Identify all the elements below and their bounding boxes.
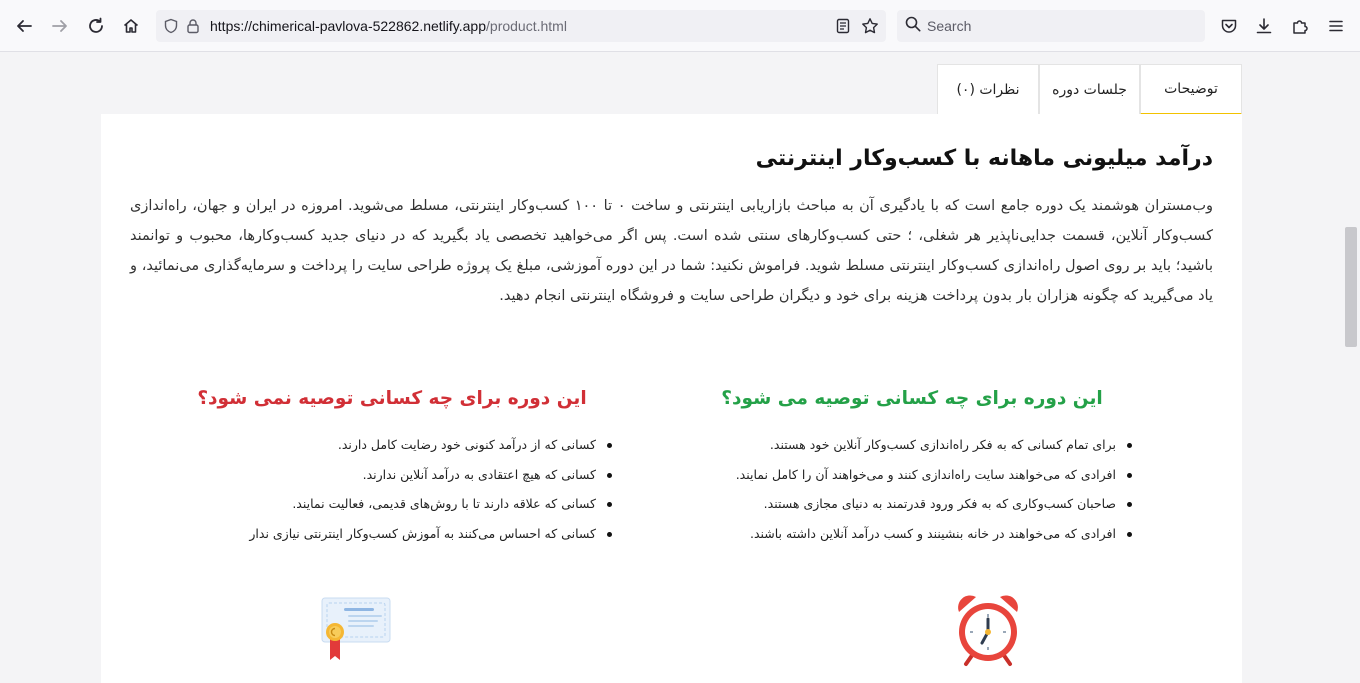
lock-icon[interactable] [182,15,204,37]
list-item: کسانی که علاقه دارند تا با روش‌های قدیمی، فعالیت نمایند. [172,495,596,525]
menu-icon[interactable] [1321,11,1351,41]
list-item: افرادی که می‌خواهند سایت راه‌اندازی کنند و می‌خواهند آن را کامل نمایند. [692,466,1116,496]
bookmark-star-icon[interactable] [859,15,881,37]
tab-comments[interactable]: نظرات (۰) [937,64,1039,115]
certificate-icon [320,596,392,662]
search-bar[interactable] [897,10,1205,42]
product-tabs [917,64,1242,115]
list-item: کسانی که احساس می‌کنند به آموزش کسب‌وکار اینترنتی نیازی ندار [172,525,596,555]
page-scrollbar[interactable] [1342,52,1360,683]
shield-icon[interactable] [160,15,182,37]
url-path: /product.html [486,18,567,34]
course-description: وب‌مستران هوشمند یک دوره جامع است که با یادگیری آن به مباحث بازاریابی اینترنتی و ساخت ۰ تا ۱۰۰ کسب‌وکار اینترنتی، مسلط می‌شوید. امروزه در ایران و جهان، راه‌اندازی کسب‌وکار آنلاین، قسمت جدایی‌ناپذیر هر شغلی، ؛ حتی کسب‌وکارهای سنتی شده است. پس اگر می‌خواهید تخصصی یاد بگیرید که در دنیای جدید کسب‌وکارها، محبوب و توانمند باشید؛ باید بر روی اصول راه‌اندازی کسب‌وکار اینترنتی مسلط شوید. فراموش نکنید: شما در این دوره آموزشی، مبلغ یک پروژه طراحی سایت را پرداخت و سرمایه‌گذاری می‌نمائید، و یاد می‌گیرید که چگونه هزاران بار بدون پرداخت هزینه برای خود و دیگران طراحی سایت و فروشگاه اینترنتی انجام دهید. [130,198,1214,304]
url-domain: https://chimerical-pavlova-522862.netlify.app [210,18,487,34]
home-icon[interactable] [116,11,146,41]
reload-icon[interactable] [81,11,111,41]
extensions-icon[interactable] [1285,11,1315,41]
list-item: برای تمام کسانی که به فکر راه‌اندازی کسب‌وکار آنلاین خود هستند. [692,436,1116,466]
download-icon[interactable] [1249,11,1279,41]
search-input[interactable] [927,18,1187,34]
url-text[interactable] [210,18,567,34]
list-item: افرادی که می‌خواهند در خانه بنشینند و کسب درآمد آنلاین داشته باشند. [692,525,1116,555]
recommended-list [692,436,1132,554]
reader-view-icon[interactable] [832,15,854,37]
tab-sessions[interactable]: جلسات دوره [1039,64,1140,115]
course-title: درآمد میلیونی ماهانه با کسب‌وکار اینترنتی [755,146,1213,171]
list-item: کسانی که از درآمد کنونی خود رضایت کامل دارند. [172,436,596,466]
not-recommended-list [172,436,612,554]
list-item: صاحبان کسب‌وکاری که به فکر ورود قدرتمند به دنیای مجازی هستند. [692,495,1116,525]
scrollbar-thumb[interactable] [1345,227,1357,347]
forward-icon[interactable] [45,11,75,41]
not-recommended-section [172,388,612,554]
description-panel [101,114,1242,683]
tab-description[interactable]: توضیحات [1140,64,1242,115]
back-icon[interactable] [9,11,39,41]
recommended-heading: این دوره برای چه کسانی توصیه می شود؟ [721,388,1103,409]
alarm-clock-icon [953,592,1023,667]
browser-toolbar [0,0,1360,52]
list-item: کسانی که هیچ اعتقادی به درآمد آنلاین ندارند. [172,466,596,496]
not-recommended-heading: این دوره برای چه کسانی توصیه نمی شود؟ [197,388,587,409]
recommended-section [692,388,1132,554]
pocket-icon[interactable] [1214,11,1244,41]
search-icon [905,16,921,36]
url-bar[interactable] [156,10,886,42]
